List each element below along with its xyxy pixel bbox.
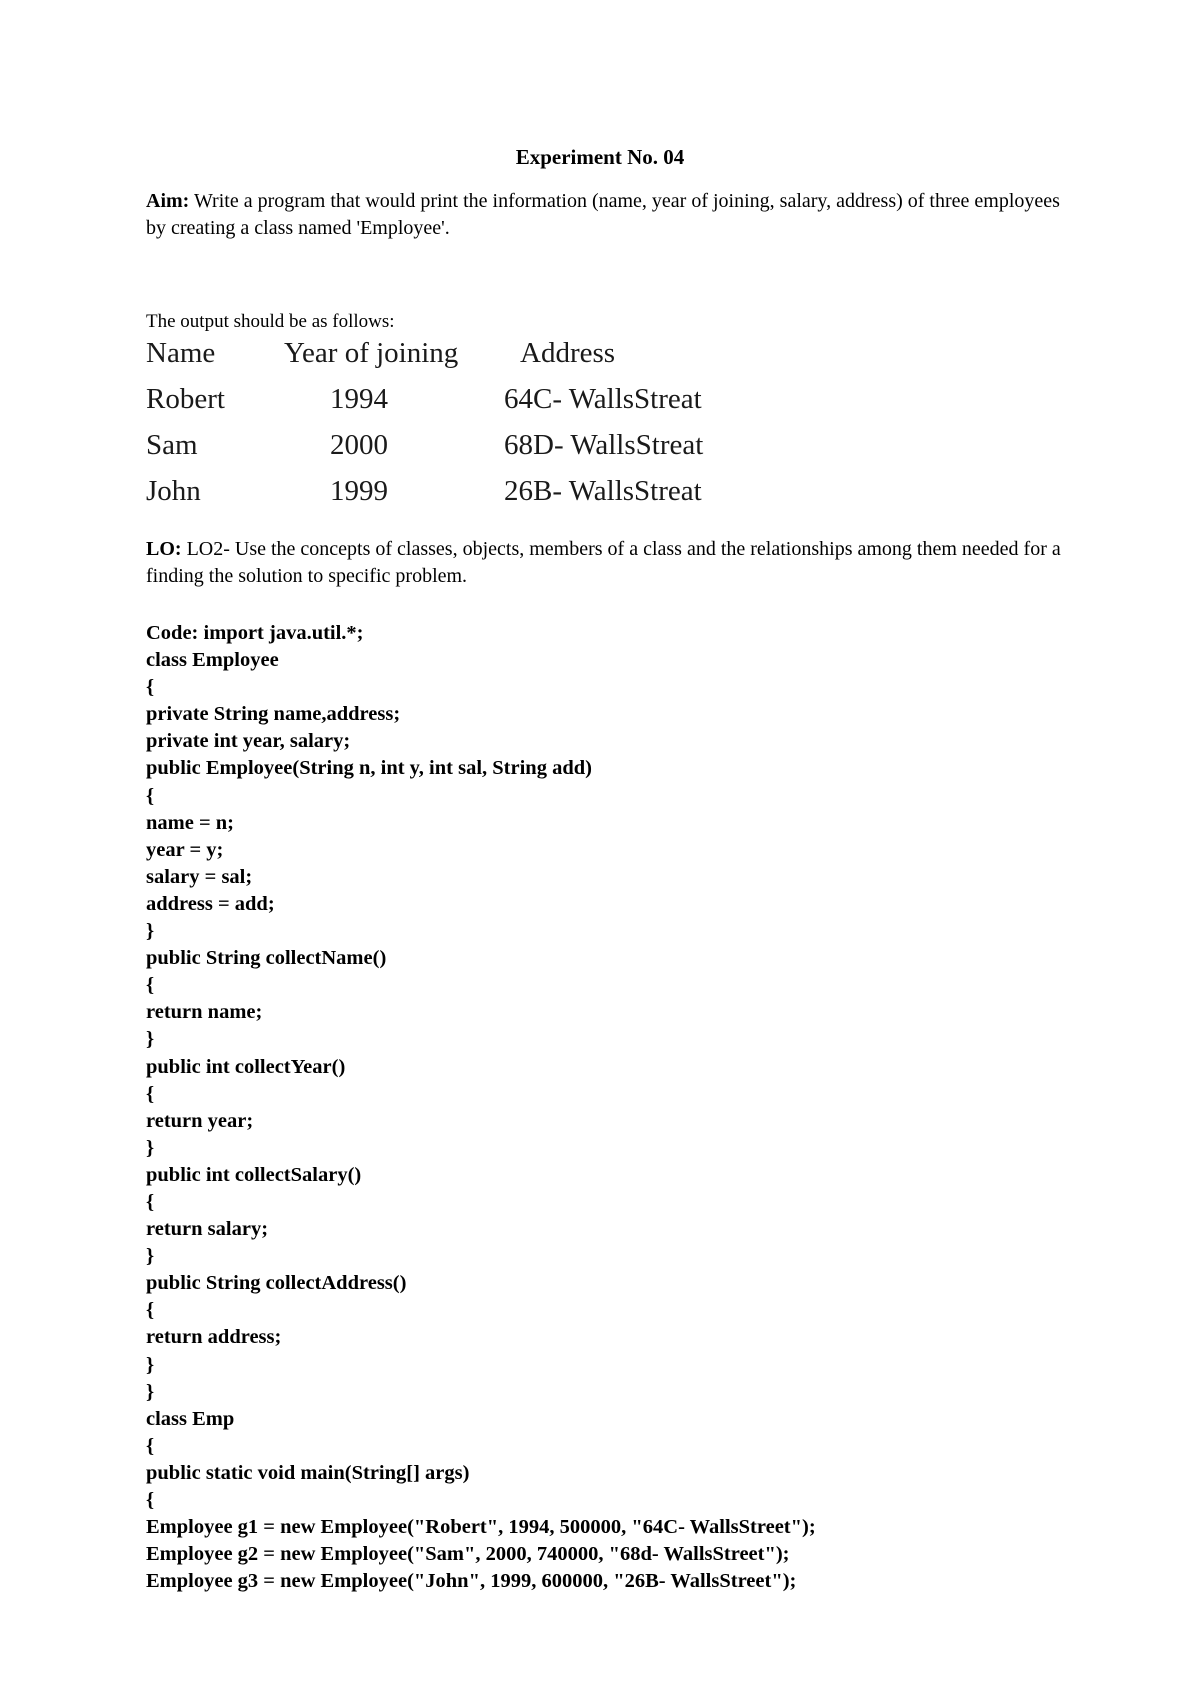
- cell-address: 26B- WallsStreat: [504, 474, 702, 507]
- code-line: public static void main(String[] args): [146, 1461, 470, 1484]
- lo-label: LO:: [146, 538, 182, 560]
- cell-name: Robert: [146, 382, 225, 415]
- code-line: {: [146, 974, 155, 997]
- output-table: [146, 330, 703, 514]
- code-line: {: [146, 676, 155, 699]
- cell-address: 68D- WallsStreat: [504, 428, 704, 461]
- output-table-header-row: [146, 330, 703, 376]
- header-address: Address: [520, 336, 616, 369]
- table-row: [146, 376, 703, 422]
- code-line: }: [146, 1028, 155, 1051]
- output-intro: The output should be as follows:: [146, 311, 395, 332]
- page-title: Experiment No. 04: [515, 145, 685, 169]
- cell-name: Sam: [146, 428, 198, 461]
- code-line: }: [146, 1136, 155, 1159]
- cell-year: 2000: [330, 428, 388, 461]
- code-label: Code:: [146, 622, 199, 644]
- code-line: }: [146, 1353, 155, 1376]
- code-line: {: [146, 784, 155, 807]
- cell-address: 64C- WallsStreat: [504, 382, 702, 415]
- code-line: public int collectYear(): [146, 1055, 346, 1078]
- code-line: {: [146, 1190, 155, 1213]
- code-line: public int collectSalary(): [146, 1163, 362, 1186]
- aim-text: Write a program that would print the information (name, year of joining, salary, address) of three employees by creating a class named 'Employee'.: [146, 190, 1060, 239]
- code-line: return year;: [146, 1109, 254, 1132]
- code-line: salary = sal;: [146, 865, 253, 888]
- cell-year: 1994: [330, 382, 388, 415]
- code-line: {: [146, 1489, 155, 1511]
- code-line: Employee g2 = new Employee("Sam", 2000, 740000, "68d- WallsStreet");: [146, 1543, 790, 1566]
- aim-paragraph: [146, 188, 1066, 242]
- table-row: [146, 422, 703, 468]
- code-line: class Employee: [146, 649, 279, 672]
- code-line: {: [146, 1299, 155, 1322]
- table-row: [146, 468, 703, 514]
- code-line: Employee g1 = new Employee("Robert", 1994, 500000, "64C- WallsStreet");: [146, 1516, 816, 1539]
- code-line: }: [146, 1245, 155, 1268]
- code-line: public String collectName(): [146, 947, 387, 970]
- code-block: [146, 620, 816, 1595]
- header-year: Year of joining: [284, 336, 459, 369]
- code-line: }: [146, 920, 155, 943]
- code-line: {: [146, 1434, 155, 1457]
- code-line: private int year, salary;: [146, 730, 351, 753]
- code-line: }: [146, 1380, 155, 1403]
- code-line: return address;: [146, 1326, 282, 1349]
- header-name: Name: [146, 336, 216, 369]
- code-line: address = add;: [146, 892, 275, 915]
- code-line: name = n;: [146, 811, 234, 834]
- code-line: class Emp: [146, 1407, 235, 1430]
- aim-label: Aim:: [146, 190, 190, 212]
- code-line: {: [146, 1082, 155, 1105]
- code-line: return name;: [146, 1001, 263, 1024]
- code-line: public Employee(String n, int y, int sal, String add): [146, 757, 592, 780]
- code-line: Employee g3 = new Employee("John", 1999, 600000, "26B- WallsStreet");: [146, 1570, 797, 1593]
- cell-name: John: [146, 474, 201, 507]
- code-line: public String collectAddress(): [146, 1272, 407, 1295]
- code-line: private String name,address;: [146, 703, 401, 726]
- code-line: import java.util.*;: [198, 622, 364, 644]
- code-line: year = y;: [146, 838, 224, 861]
- lo-paragraph: [146, 536, 1066, 590]
- code-line: return salary;: [146, 1218, 269, 1241]
- cell-year: 1999: [330, 474, 388, 507]
- lo-text: LO2- Use the concepts of classes, objects, members of a class and the relationships among them needed for a finding the solution to specific problem.: [146, 538, 1061, 587]
